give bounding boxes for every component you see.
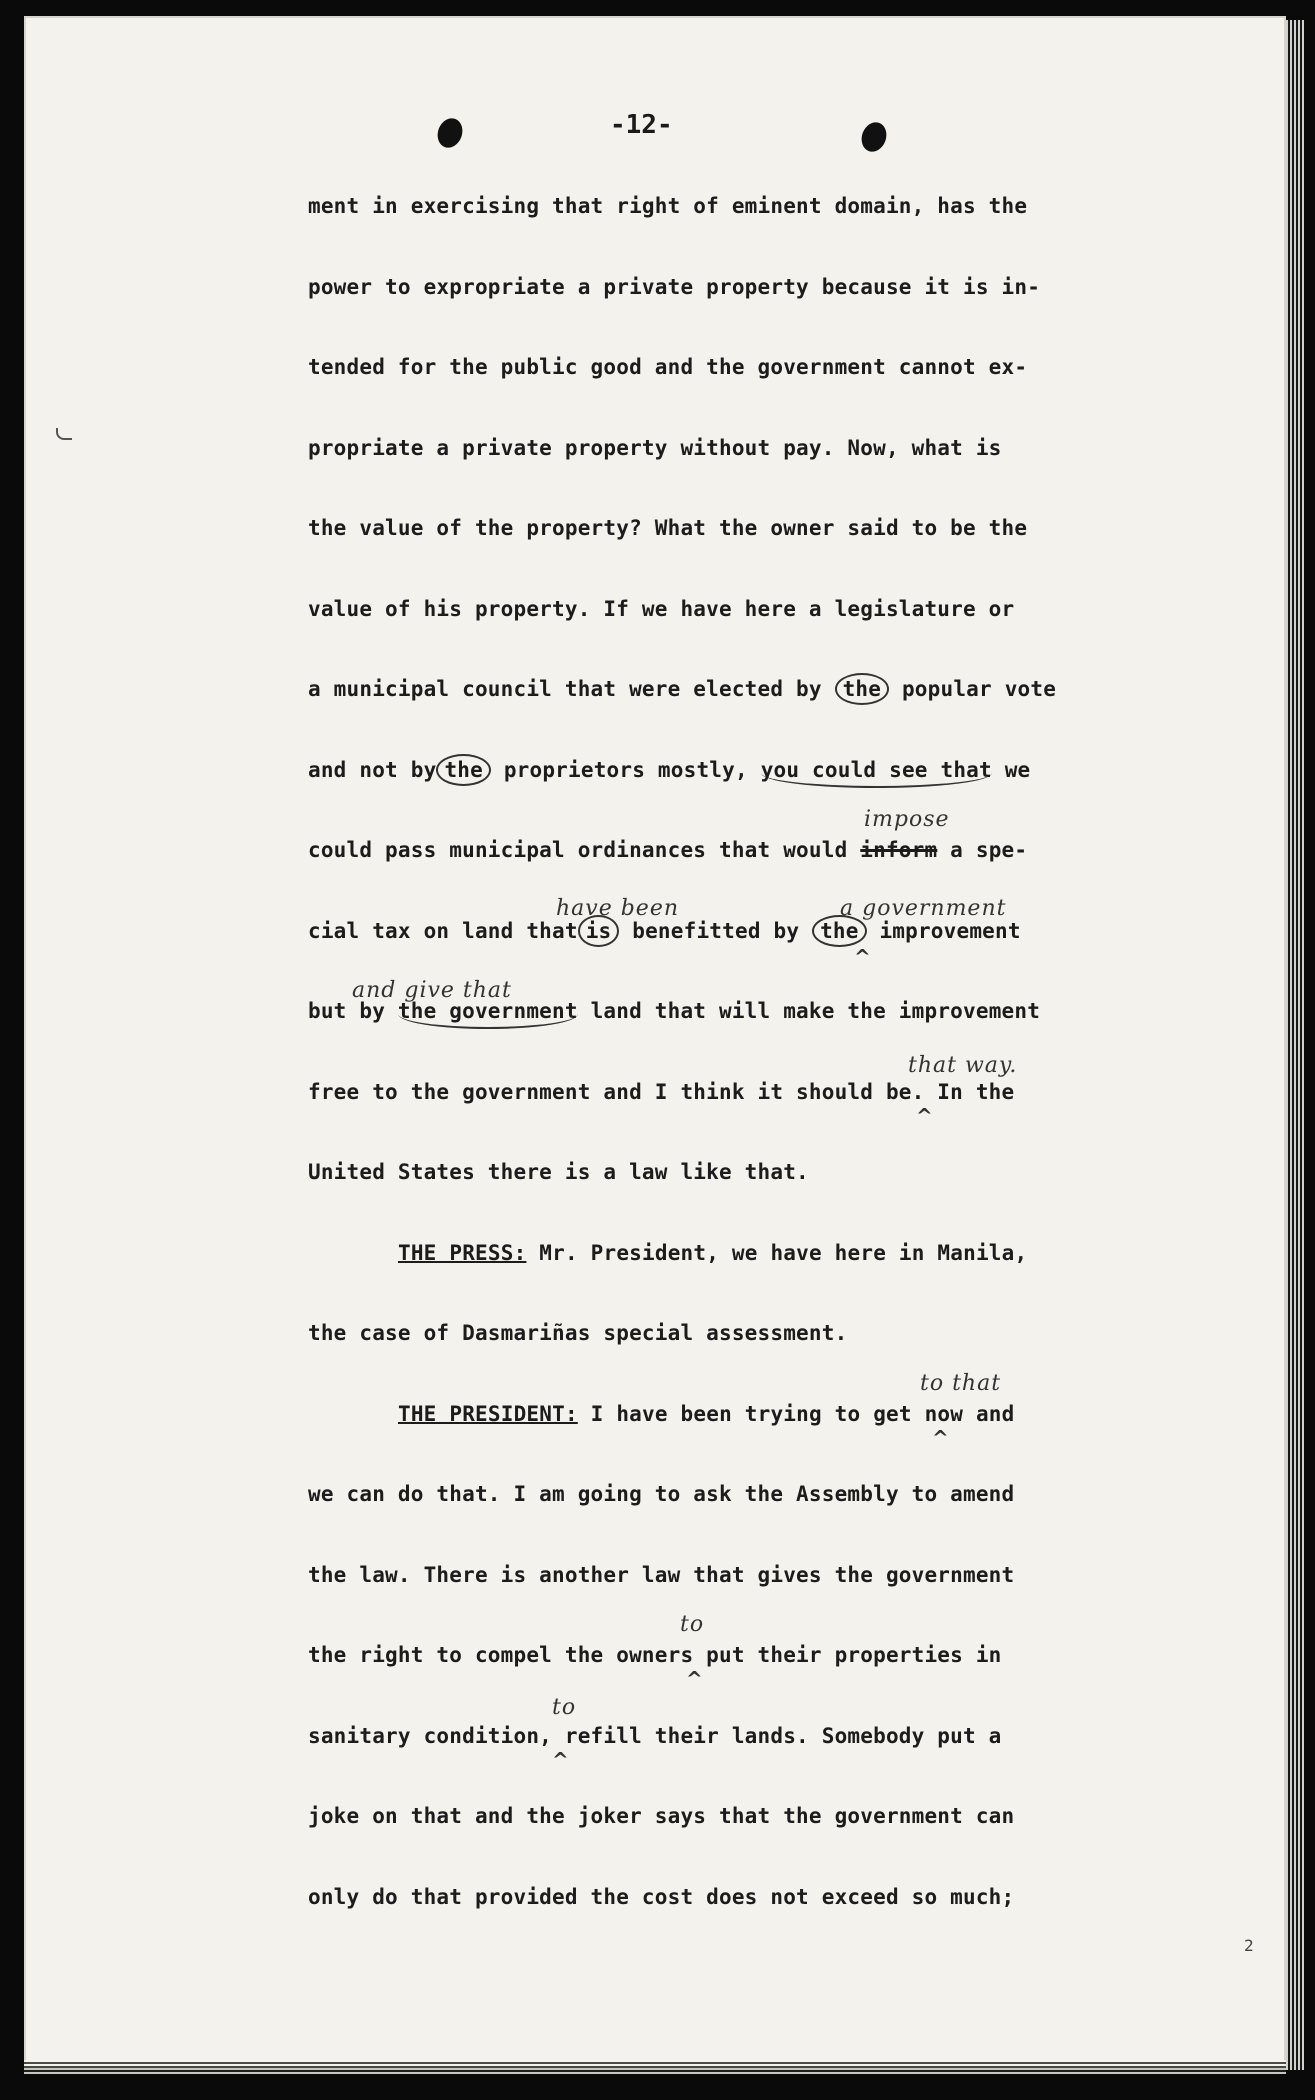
text-segment: Mr. President, we have here in Manila, (539, 1240, 1028, 1265)
text-line: power to expropriate a private property because it is in- (308, 274, 1041, 299)
text-segment: a municipal council that were elected by (308, 677, 822, 701)
insertion-caret: ^ (552, 1747, 569, 1772)
text-line: value of his property. If we have here a legislature or (308, 596, 1015, 621)
text-line: the case of Dasmariñas special assessment. (308, 1321, 848, 1345)
text-segment: but by (308, 999, 386, 1023)
circled-word: the (835, 673, 890, 705)
handwritten-insertion: that way. (908, 1052, 1018, 1078)
text-line: propriate a private property without pay. Now, what is (308, 435, 1002, 460)
text-line: only do that provided the cost does not exceed so much; (308, 1884, 1015, 1909)
page-bottom-edge (24, 2060, 1286, 2074)
insertion-caret: ^ (686, 1667, 703, 1691)
page-number: -12- (610, 110, 673, 140)
handwritten-insertion: to (680, 1612, 705, 1637)
text-segment: sanitary condition, refill their lands. Somebody put a (308, 1723, 1002, 1748)
text-segment: we (1004, 757, 1031, 782)
text-line (308, 1233, 1068, 1314)
margin-mark (56, 428, 72, 440)
text-line: we can do that. I am going to ask the Assembly to amend (308, 1482, 1015, 1506)
text-line: the law. There is another law that gives the government (308, 1562, 1015, 1587)
circled-word: is (578, 915, 620, 947)
handwritten-insertion: and give that (352, 978, 512, 1003)
text-line (308, 1694, 1068, 1797)
circled-word: the (436, 754, 491, 786)
insertion-caret: ^ (854, 944, 871, 969)
text-line (308, 669, 1068, 750)
text-segment: a spe- (950, 838, 1028, 862)
text-segment: free to the government and I think it should be. In the (308, 1079, 1015, 1104)
text-segment: cial tax on land that (308, 918, 578, 943)
text-segment: popular vote (901, 677, 1057, 701)
text-segment: I have been trying to get now and (590, 1401, 1015, 1426)
text-segment: could pass municipal ordinances that would (308, 838, 848, 862)
text-line (308, 1612, 1068, 1716)
text-line: United States there is a law like that. (308, 1160, 809, 1184)
handwritten-insertion: to (552, 1694, 577, 1720)
text-segment: proprietors mostly, (503, 757, 748, 782)
speaker-label: THE PRESIDENT: (398, 1401, 578, 1426)
struck-word: inform (860, 838, 938, 862)
handwritten-insertion: a government (840, 895, 1007, 921)
handwritten-insertion: impose (864, 807, 950, 832)
text-segment: improvement (879, 918, 1021, 943)
text-line: ment in exercising that right of eminent domain, has the (308, 194, 1028, 218)
page-stack-edge (1286, 20, 1304, 2070)
marked-phrase: you could see that (761, 758, 992, 788)
text-line (308, 1370, 1068, 1475)
text-line: joke on that and the joker says that the government can (308, 1804, 1015, 1828)
text-segment: land that will make the improvement (590, 999, 1041, 1023)
text-segment: benefitted by (632, 918, 800, 943)
insertion-caret: ^ (916, 1103, 933, 1128)
text-line (308, 750, 1068, 831)
text-line (308, 1052, 1068, 1153)
typed-text-body (308, 186, 1068, 1957)
insertion-caret: ^ (932, 1425, 949, 1450)
marked-phrase: the government (398, 999, 578, 1029)
handwritten-insertion: to that (920, 1370, 1002, 1396)
speaker-label: THE PRESS: (398, 1240, 527, 1265)
text-segment: the right to compel the owners put their properties in (308, 1643, 1002, 1667)
text-line: tended for the public good and the government cannot ex- (308, 355, 1028, 379)
text-segment: and not by (308, 757, 437, 782)
handwritten-insertion: have been (556, 895, 680, 921)
corner-mark: 2 (1244, 1936, 1254, 1955)
text-line: the value of the property? What the owner said to be the (308, 516, 1028, 540)
circled-word: the (812, 915, 867, 947)
